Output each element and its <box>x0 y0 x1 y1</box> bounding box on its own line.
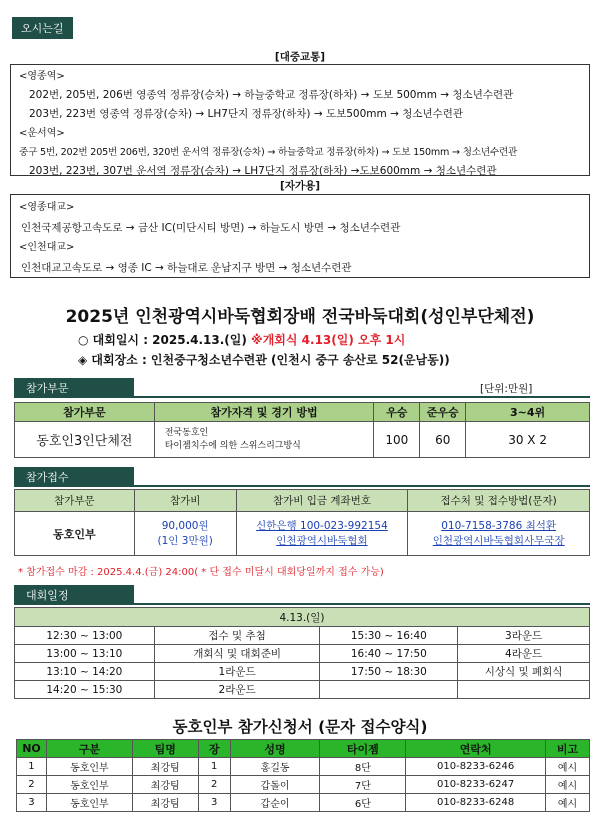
cell-rank: 8단 <box>320 758 406 776</box>
schedule-event: 개회식 및 대회준비 <box>154 645 320 663</box>
col-header: 접수처 및 접수방법(문자) <box>408 490 590 512</box>
division-name: 동호인3인단체전 <box>15 422 155 458</box>
table-row <box>17 758 590 776</box>
bank-account-link[interactable] <box>236 512 408 556</box>
col-header: 타이젬 <box>320 740 406 758</box>
route-line: 인천국제공항고속도로 → 금산 IC(미단시티 방면) → 하늘도시 방면 → 청소년수련관 <box>21 222 401 234</box>
cell-phone: 010-8233-6246 <box>406 758 546 776</box>
contact-title: 인천광역시바둑협회사무국장 <box>432 534 565 547</box>
registration-fee <box>134 512 236 556</box>
cell-no: 1 <box>17 758 47 776</box>
route-line: 인천대교고속도로 → 영종 IC → 하늘대로 운남지구 방면 → 청소년수련관 <box>21 262 352 274</box>
col-header: 참가자격 및 경기 방법 <box>154 403 374 422</box>
schedule-time: 15:30 ~ 16:40 <box>320 627 458 645</box>
schedule-time <box>320 681 458 699</box>
route-line: 202번, 205번, 206번 영종역 정류장(승차) → 하늘중학교 정류장(하차) → 도보 500mm → 청소년수련관 <box>29 89 514 101</box>
col-header: 참가부문 <box>15 403 155 422</box>
prize-runner-up: 60 <box>420 422 466 458</box>
route-line: 203번, 223번, 307번 운서역 정류장(승차) → LH7단지 정류장(하차) →도보600mm → 청소년수련관 <box>29 165 497 177</box>
section-tag-schedule: 대회일정 <box>14 585 134 603</box>
route-line: 중구 5번, 202번 205번 206번, 320번 운서역 정류장(승차) → 하늘중학교 정류장(하차) → 도보 150mm → 청소년수련관 <box>19 147 518 158</box>
section-divider <box>14 485 590 487</box>
section-tag-registration: 참가접수 <box>14 467 134 485</box>
cell-category: 동호인부 <box>46 794 132 812</box>
col-header: 구분 <box>46 740 132 758</box>
cell-note: 예시 <box>546 776 590 794</box>
schedule-event: 시상식 및 폐회식 <box>458 663 590 681</box>
cell-no: 2 <box>17 776 47 794</box>
schedule-row <box>15 681 590 699</box>
schedule-event: 1라운드 <box>154 663 320 681</box>
section-label-unseo-station: <운서역> <box>19 128 65 139</box>
schedule-date: 4.13.(일) <box>15 608 590 627</box>
col-header: 연락처 <box>406 740 546 758</box>
schedule-row <box>15 645 590 663</box>
cell-phone: 010-8233-6248 <box>406 794 546 812</box>
route-line: 203번, 223번 영종역 정류장(승차) → LH7단지 정류장(하차) → 도보500mm → 청소년수련관 <box>29 108 464 120</box>
schedule-time: 12:30 ~ 13:00 <box>15 627 155 645</box>
cell-category: 동호인부 <box>46 776 132 794</box>
event-venue: ◈ 대회장소 : 인천중구청소년수련관 (인천시 중구 송산로 52(운남동)) <box>78 353 450 367</box>
car-title: [자가용] <box>279 180 321 192</box>
col-header: 준우승 <box>420 403 466 422</box>
col-header: 참가비 <box>134 490 236 512</box>
cell-rank: 7단 <box>320 776 406 794</box>
schedule-table <box>14 607 590 699</box>
registration-table <box>14 489 590 556</box>
section-label-yeongjong-bridge: <영종대교> <box>19 202 75 213</box>
cell-team: 최강팀 <box>132 776 198 794</box>
account-holder: 인천광역시바둑협회 <box>276 534 368 547</box>
col-header: 비고 <box>546 740 590 758</box>
section-label-yeongjong-station: <영종역> <box>19 71 65 82</box>
registration-division: 동호인부 <box>15 512 135 556</box>
cell-note: 예시 <box>546 794 590 812</box>
cell-note: 예시 <box>546 758 590 776</box>
schedule-time: 17:50 ~ 18:30 <box>320 663 458 681</box>
section-label-incheon-bridge: <인천대교> <box>19 242 75 253</box>
col-header: 참가부문 <box>15 490 135 512</box>
section-divider <box>14 603 590 605</box>
schedule-time: 14:20 ~ 15:30 <box>15 681 155 699</box>
cell-board: 3 <box>198 794 230 812</box>
col-header: 성명 <box>230 740 320 758</box>
section-divider <box>14 396 590 398</box>
schedule-event: 4라운드 <box>458 645 590 663</box>
registration-deadline: * 참가접수 마감 : 2025.4.4.(금) 24:00( * 단 접수 미달시 대회당일까지 접수 가능) <box>18 567 384 578</box>
opening-ceremony-note: ※개회식 4.13(일) 오후 1시 <box>251 333 406 347</box>
col-header: NO <box>17 740 47 758</box>
col-header: 장 <box>198 740 230 758</box>
cell-team: 최강팀 <box>132 794 198 812</box>
event-title: 2025년 인천광역시바둑협회장배 전국바둑대회(성인부단체전) <box>65 307 535 327</box>
event-date <box>78 331 405 348</box>
prize-winner: 100 <box>374 422 420 458</box>
unit-label: [단위:만원] <box>480 383 533 395</box>
cell-board: 2 <box>198 776 230 794</box>
schedule-event: 접수 및 추첨 <box>154 627 320 645</box>
section-tag-division: 참가부문 <box>14 378 134 396</box>
application-table <box>16 739 590 812</box>
cell-board: 1 <box>198 758 230 776</box>
table-row <box>17 776 590 794</box>
schedule-event <box>458 681 590 699</box>
schedule-row <box>15 627 590 645</box>
qualification-line: 전국동호인 <box>164 427 209 438</box>
cell-category: 동호인부 <box>46 758 132 776</box>
cell-name: 홍길동 <box>230 758 320 776</box>
col-header: 3~4위 <box>466 403 590 422</box>
public-transport-title: [대중교통] <box>274 51 326 63</box>
col-header: 팀명 <box>132 740 198 758</box>
col-header: 우승 <box>374 403 420 422</box>
cell-no: 3 <box>17 794 47 812</box>
table-row <box>17 794 590 812</box>
schedule-time: 16:40 ~ 17:50 <box>320 645 458 663</box>
account-number: 신한은행 100-023-992154 <box>256 519 388 532</box>
cell-phone: 010-8233-6247 <box>406 776 546 794</box>
cell-name: 갑돌이 <box>230 776 320 794</box>
schedule-event: 3라운드 <box>458 627 590 645</box>
car-box <box>10 194 590 278</box>
qualification-line: 타이젬치수에 의한 스위스리그방식 <box>164 440 301 451</box>
contact-phone: 010-7158-3786 최석환 <box>441 519 557 532</box>
directions-tag: 오시는길 <box>12 17 73 39</box>
cell-rank: 6단 <box>320 794 406 812</box>
division-table <box>14 402 590 458</box>
schedule-time: 13:00 ~ 13:10 <box>15 645 155 663</box>
col-header: 참가비 입금 계좌번호 <box>236 490 408 512</box>
division-qualification <box>154 422 374 458</box>
application-title: 동호인부 참가신청서 (문자 접수양식) <box>172 718 428 736</box>
contact-link[interactable] <box>408 512 590 556</box>
cell-name: 갑순이 <box>230 794 320 812</box>
schedule-row <box>15 663 590 681</box>
cell-team: 최강팀 <box>132 758 198 776</box>
schedule-time: 13:10 ~ 14:20 <box>15 663 155 681</box>
prize-third: 30 X 2 <box>466 422 590 458</box>
fee-amount: 90,000원 <box>161 519 209 532</box>
schedule-event: 2라운드 <box>154 681 320 699</box>
event-date-text: ○ 대회일시 : 2025.4.13.(일) <box>78 333 252 347</box>
fee-per-person: (1인 3만원) <box>157 534 213 547</box>
public-transport-box <box>10 64 590 176</box>
